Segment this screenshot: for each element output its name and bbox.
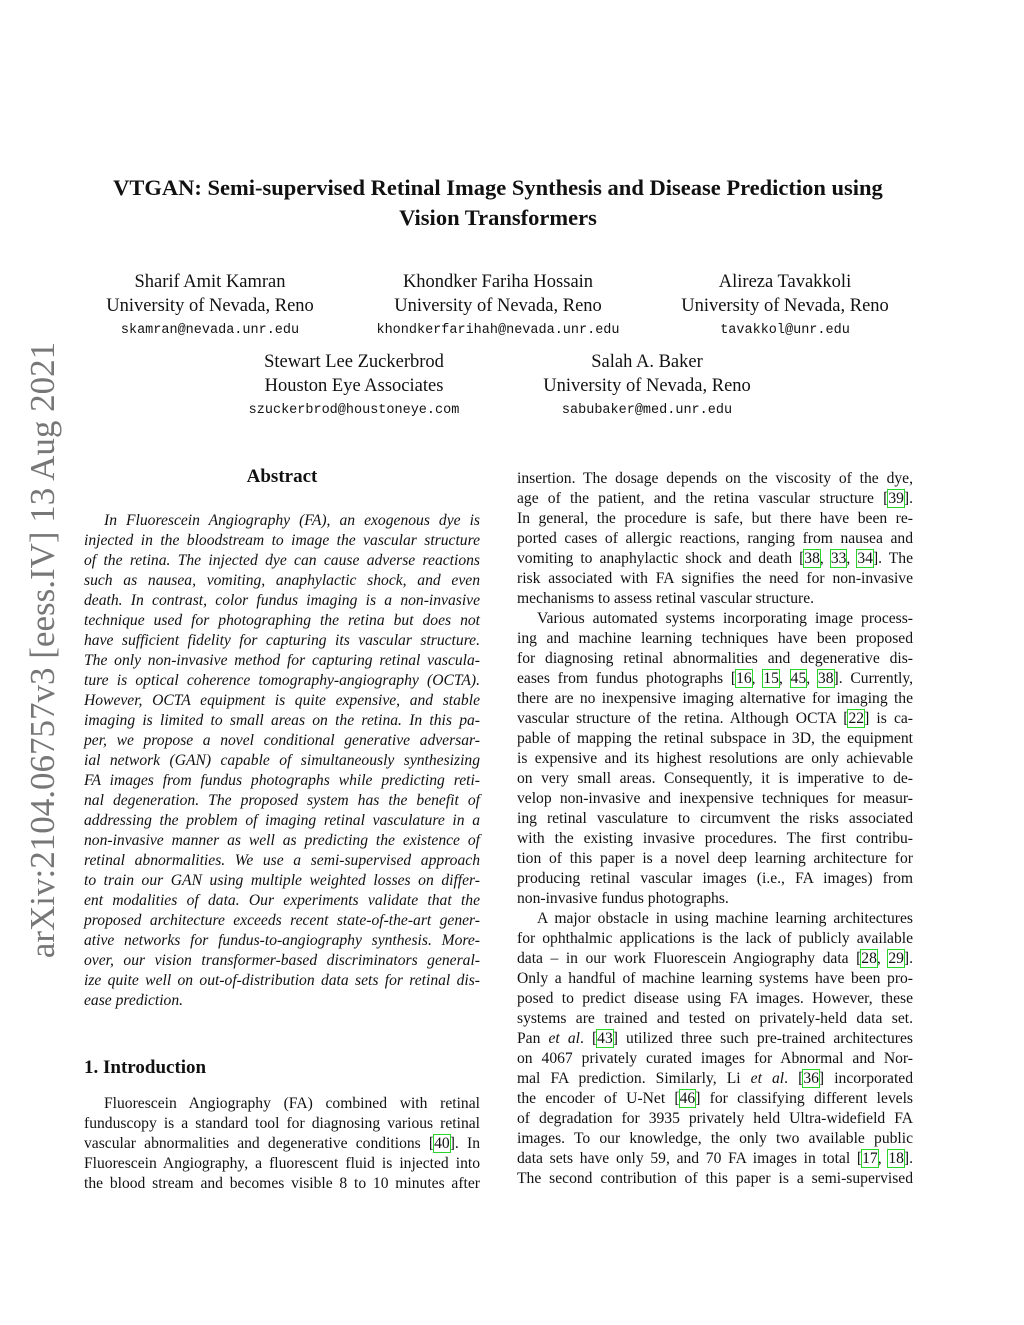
citation-link[interactable]: 18 [888,1150,904,1167]
author-email: skamran@nevada.unr.edu [120,323,300,338]
text-line: such as nausea, vomiting, anaphylactic shock, and even [84,572,480,589]
text-line: risk associated with FA signifies the need for non-invasive [517,570,913,587]
title-line: Vision Transformers [399,205,597,230]
text-line: addressing the problem of imaging retinal vasculature in a [84,812,480,829]
abstract-body [84,511,480,1011]
section-heading-introduction: 1. Introduction [84,1057,207,1078]
text-line: retinal abnormalities. We use a semi-supervised approach [84,852,480,869]
text-line: is expensive and its highest resolutions are only achievable [517,750,913,767]
text-line: on 4067 privately curated images for Abnormal and Nor- [517,1050,913,1067]
text-line: technique used for photographing the retina but does not [84,612,480,629]
citation-link[interactable]: 38 [817,670,834,687]
text-line: ease prediction. [84,992,184,1009]
citation-link[interactable]: 38 [804,550,820,567]
citation-link[interactable]: 46 [679,1090,696,1107]
citation-link[interactable]: 16 [736,670,752,687]
text-line: A major obstacle in using machine learning architectures [537,910,913,927]
text-line: pable of mapping the retinal subspace in 3D, the equipment [517,730,913,747]
text-line: ize quite well on out-of-distribution data sets for retinal dis- [84,972,480,989]
text-line: eases from fundus photographs [16, 15, 45, 38]. Currently, [517,670,914,687]
text-line: Pan et al. [43] utilized three such pre-trained architectures [517,1030,913,1047]
citation-link[interactable]: 22 [848,710,865,727]
text-line: on very small areas. Consequently, it is imperative to de- [517,770,913,787]
text-line: vascular structure of the retina. Although OCTA [22] is ca- [517,710,913,727]
citation-link[interactable]: 40 [434,1135,450,1152]
text-line: systems are trained and tested on privately-held data set. [517,1010,913,1027]
text-line: over, our vision transformer-based discriminators general- [84,952,480,969]
citation-link[interactable]: 29 [888,950,904,967]
citation-link[interactable]: 39 [888,490,904,507]
citation-link[interactable]: 15 [763,670,779,687]
citation-link[interactable]: 34 [857,550,873,567]
text-line: ial network (GAN) capable of simultaneously synthesizing [84,752,480,769]
text-line: have sufficient fidelity for capturing its vascular structure. [84,632,480,649]
text-line: producing retinal vascular images (i.e., FA images) from [517,870,913,887]
author-name: Sharif Amit Kamran [134,272,286,292]
citation-link[interactable]: 33 [830,550,847,567]
citation-link[interactable]: 43 [597,1030,613,1047]
text-line: funduscopy is a standard tool for diagnosing various retinal [84,1115,480,1132]
text-line: data – in our work Fluorescein Angiography data [28, 29]. [517,950,914,967]
text-line: proposed architecture exceeds recent state-of-the-art gener- [84,912,480,929]
text-line: posed to predict disease using FA images. However, these [517,990,913,1007]
citation-link[interactable]: 45 [790,670,807,687]
author-affiliation: Houston Eye Associates [264,375,444,396]
text-line: Fluorescein Angiography, a fluorescent fluid is injected into [84,1155,480,1172]
text-line: non-invasive manner as well as predicting the existence of [84,832,480,849]
introduction-left-column [84,1094,480,1194]
author-block [338,271,658,344]
text-line: tion of this paper is a novel deep learning architecture for [517,850,913,867]
text-line: images. To our knowledge, the only two available public [517,1130,913,1147]
text-line: non-invasive fundus photographs. [517,890,729,907]
paper-title [60,173,936,233]
text-line: the blood stream and becomes visible 8 to 10 minutes after [84,1175,480,1192]
author-affiliation: University of Nevada, Reno [106,295,314,316]
text-line: age of the patient, and the retina vascular structure [39]. [517,490,913,507]
author-block [625,271,945,344]
text-line: for diagnosing retinal abnormalities and degenerative dis- [517,650,913,667]
text-line: ported cases of allergic reactions, ranging from nausea and [517,530,913,547]
text-line: of degradation for 3935 privately held Ultra-widefield FA [517,1110,913,1127]
author-block [487,351,807,424]
text-line: In Fluorescein Angiography (FA), an exogenous dye is [104,512,480,529]
author-name: Khondker Fariha Hossain [402,272,594,292]
author-name: Salah A. Baker [591,352,703,372]
text-line: insertion. The dosage depends on the viscosity of the dye, [517,470,913,487]
text-line: ing and machine learning techniques have been proposed [517,630,913,647]
text-line: In general, the procedure is safe, but there have been re- [517,510,913,527]
text-line: per, we propose a novel conditional generative adversar- [84,732,480,749]
citation-link[interactable]: 28 [861,950,877,967]
text-line: mechanisms to assess retinal vascular structure. [517,590,815,607]
author-block [194,351,514,424]
text-line: mal FA prediction. Similarly, Li et al. [36] incorporated [517,1070,914,1087]
text-line: Various automated systems incorporating image process- [537,610,913,627]
author-block [50,271,370,344]
text-line: Fluorescein Angiography (FA) combined with retinal [104,1095,480,1112]
author-email: tavakkol@unr.edu [720,323,850,338]
author-name: Alireza Tavakkoli [718,272,852,292]
text-line: data sets have only 59, and 70 FA images in total [17, 18]. [517,1150,914,1167]
text-line: there are no inexpensive imaging alternative for imaging the [517,690,913,707]
citation-link[interactable]: 36 [803,1070,819,1087]
author-affiliation: University of Nevada, Reno [681,295,889,316]
author-affiliation: University of Nevada, Reno [543,375,751,396]
text-line: the encoder of U-Net [46] for classifying different levels [517,1090,913,1107]
abstract-heading: Abstract [246,466,318,487]
author-email: khondkerfarihah@nevada.unr.edu [376,323,620,338]
text-line: of the retina. The injected dye can cause adverse reactions [84,552,480,569]
text-line: The second contribution of this paper is a semi-supervised [517,1170,913,1187]
author-email: sabubaker@med.unr.edu [561,403,733,418]
text-line: vascular abnormalities and degenerative conditions [40]. In [84,1135,480,1152]
text-line: FA images from fundus photographs while predicting reti- [84,772,480,789]
author-email: szuckerbrod@houstoneye.com [248,403,460,418]
text-line: to train our GAN using multiple weighted losses on differ- [84,872,480,889]
text-line: velop non-invasive and inexpensive techniques for measur- [517,790,913,807]
citation-link[interactable]: 17 [862,1150,878,1167]
text-line: nal degeneration. The proposed system has the benefit of [84,792,480,809]
text-line: injected in the bloodstream to image the vascular structure [84,532,480,549]
text-line: ent modalities of data. Our experiments validate that the [84,892,480,909]
author-affiliation: University of Nevada, Reno [394,295,602,316]
text-line: ative networks for fundus-to-angiography synthesis. More- [84,932,480,949]
text-line: However, OCTA equipment is quite expensive, and stable [84,692,480,709]
title-line: VTGAN: Semi-supervised Retinal Image Synthesis and Disease Prediction using [113,175,883,200]
text-line: ture is optical coherence tomography-angiography (OCTA). [84,672,480,689]
text-line: The only non-invasive method for capturing retinal vascula- [84,652,480,669]
introduction-right-column [517,469,913,1189]
text-line: for ophthalmic applications is the lack of publicly available [517,930,913,947]
text-line: ing retinal vasculature to circumvent the risks associated [517,810,913,827]
arxiv-identifier: arXiv:2104.06757v3 [eess.IV] 13 Aug 2021 [23,341,62,959]
author-name: Stewart Lee Zuckerbrod [264,352,444,372]
text-line: death. In contrast, color fundus imaging is a non-invasive [84,592,480,609]
text-line: with the existing invasive procedures. The first contribu- [517,830,913,847]
text-line: Only a handful of machine learning systems have been pro- [517,970,913,987]
text-line: vomiting to anaphylactic shock and death [38, 33, 34]. The [517,550,914,567]
text-line: imaging is limited to small areas on the retina. In this pa- [84,712,480,729]
